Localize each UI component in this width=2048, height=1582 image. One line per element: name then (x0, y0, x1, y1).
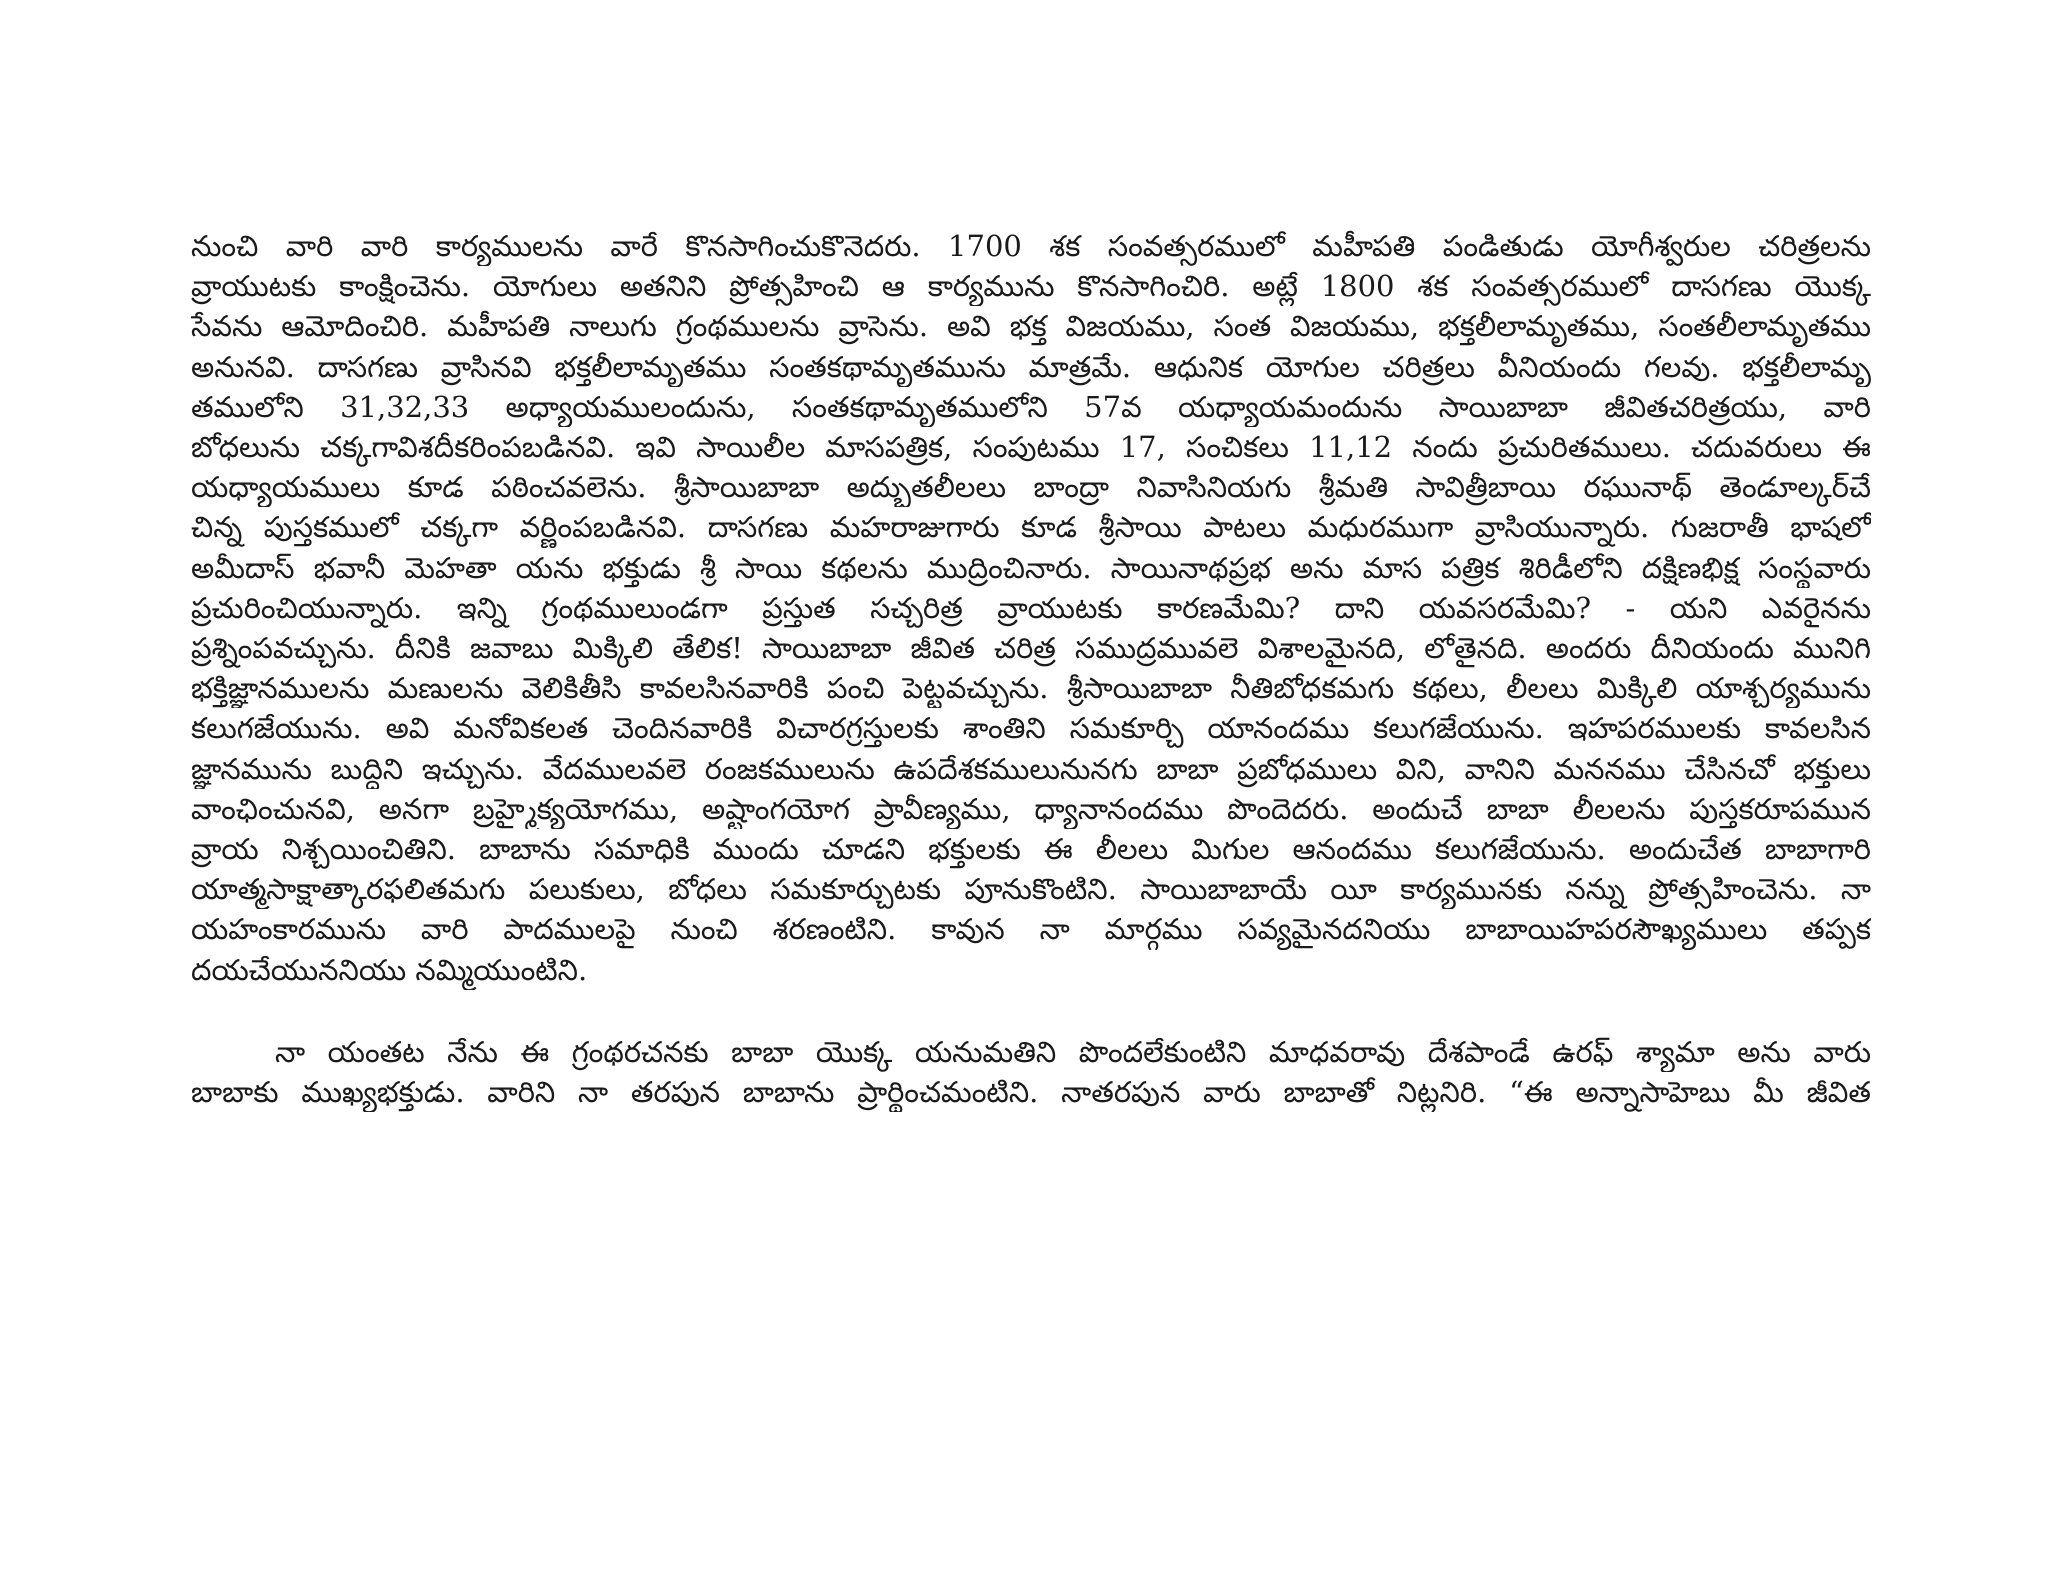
text-line: అనునవి. దాసగణు వ్రాసినవి భక్తలీలామృతము సంతకథామృతమును మాత్రమే. ఆధునిక యోగుల చరిత్రలు వీనియందు గలవు. భక్తలీలామృ (191, 349, 1871, 384)
text-line: యహంకారమును వారి పాదములపై నుంచి శరణంటిని. కావున నా మార్గము సవ్యమైనదనియు బాబాయిహపరసౌఖ్యములు తప్పక (191, 912, 1871, 947)
paragraph-2 (191, 1032, 1871, 1112)
text-line: ప్రశ్నింపవచ్చును. దీనికి జవాబు మిక్కిలి తేలిక! సాయిబాబా జీవిత చరిత్ర సముద్రమువలె విశాలమైనది, లోతైనది. అందరు దీనియందు మునిగి (191, 631, 1871, 666)
paragraph-1 (191, 226, 1871, 990)
text-line: నుంచి వారి వారి కార్యములను వారే కొనసాగించుకొనెదరు. 1700 శక సంవత్సరములో మహీపతి పండితుడు యోగీశ్వరుల చరిత్రలను (191, 229, 1871, 263)
text-line: కలుగజేయును. అవి మనోవికలత చెందినవారికి విచారగ్రస్తులకు శాంతిని సమకూర్చి యానందము కలుగజేయును. ఇహపరములకు కావలసిన (191, 711, 1871, 746)
text-line: వ్రాయ నిశ్చయించితిని. బాబాను సమాధికి ముందు చూడని భక్తులకు ఈ లీలలు మిగుల ఆనందము కలుగజేయును. అందుచేత బాబాగారి (191, 832, 1871, 867)
text-line: దయచేయుననియు నమ్మియుంటిని. (191, 952, 588, 987)
text-line: జ్ఞానమును బుద్ధిని ఇచ్చును. వేదములవలె రంజకములును ఉపదేశకములునునగు బాబా ప్రబోధములు విని, వానిని మననము చేసినచో భక్తులు (191, 751, 1871, 786)
text-line: ప్రచురించియున్నారు. ఇన్ని గ్రంథములుండగా ప్రస్తుత సచ్చరిత్ర వ్రాయుటకు కారణమేమి? దాని యవసరమేమి? - యని ఎవరైనను (191, 590, 1871, 625)
text-line: భక్తిజ్ఞానములను మణులను వెలికితీసి కావలసినవారికి పంచి పెట్టవచ్చును. శ్రీసాయిబాబా నీతిబోధకమగు కథలు, లీలలు మిక్కిలి యాశ్చర్యమును (191, 671, 1871, 706)
text-line: తములోని 31,32,33 అధ్యాయములందును, సంతకథామృతములోని 57వ యధ్యాయమందును సాయిబాబా జీవితచరిత్రయు, వారి (191, 389, 1871, 424)
text-line: నా యంతట నేను ఈ గ్రంథరచనకు బాబా యొక్క యనుమతిని పొందలేకుంటిని మాధవరావు దేశపాండే ఉరఫ్ శ్యామా అను వారు (275, 1034, 1871, 1069)
text-line: చిన్న పుస్తకములో చక్కగా వర్ణింపబడినవి. దాసగణు మహరాజుగారు కూడ శ్రీసాయి పాటలు మధురముగా వ్రాసియున్నారు. గుజరాతీ భాషలో (191, 510, 1871, 545)
document-page (191, 226, 1871, 1426)
text-line: యధ్యాయములు కూడ పఠించవలెను. శ్రీసాయిబాబా అద్భుతలీలలు బాంద్రా నివాసినియగు శ్రీమతి సావిత్రీబాయి రఘునాథ్ తెండూల్కర్‌చే (191, 470, 1871, 505)
text-line: వాంఛించునవి, అనగా బ్రహ్మైక్యయోగము, అష్టాంగయోగ ప్రావీణ్యము, ధ్యానానందము పొందెదరు. అందుచే బాబా లీలలను పుస్తకరూపమున (191, 791, 1871, 826)
text-line: వ్రాయుటకు కాంక్షించెను. యోగులు అతనిని ప్రోత్సహించి ఆ కార్యమును కొనసాగించిరి. అట్లే 1800 శక సంవత్సరములో దాసగణు యొక్క (191, 269, 1871, 304)
text-line: యాత్మసాక్షాత్కారఫలితమగు పలుకులు, బోధలు సమకూర్చుటకు పూనుకొంటిని. సాయిబాబాయే యీ కార్యమునకు నన్ను ప్రోత్సహించెను. నా (191, 872, 1871, 907)
text-line: సేవను ఆమోదించిరి. మహీపతి నాలుగు గ్రంథములను వ్రాసెను. అవి భక్త విజయము, సంత విజయము, భక్తలీలామృతము, సంతలీలామృతము (191, 309, 1871, 344)
text-line: అమీదాస్ భవానీ మెహతా యను భక్తుడు శ్రీ సాయి కథలను ముద్రించినారు. సాయినాథప్రభ అను మాస పత్రిక శిరిడీలోని దక్షిణభిక్ష సంస్థవారు (191, 550, 1871, 585)
text-line: బాబాకు ముఖ్యభక్తుడు. వారిని నా తరపున బాబాను ప్రార్థించమంటిని. నాతరపున వారు బాబాతో నిట్లనిరి. “ఈ అన్నాసాహెబు మీ జీవిత (191, 1075, 1871, 1110)
text-line: బోధలును చక్కగావిశదీకరింపబడినవి. ఇవి సాయిలీల మాసపత్రిక, సంపుటము 17, సంచికలు 11,12 నందు ప్రచురితములు. చదువరులు ఈ (191, 430, 1871, 465)
